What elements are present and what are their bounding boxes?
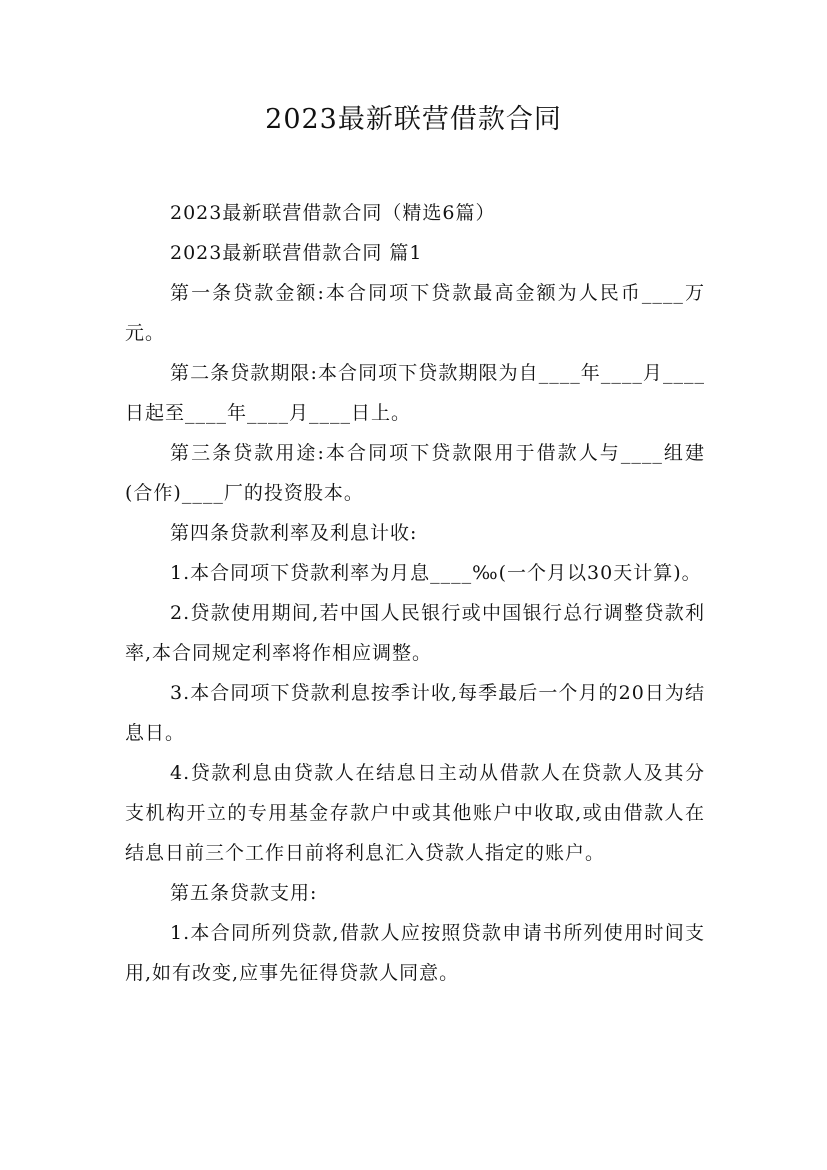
paragraph-clause-2: 第二条贷款期限:本合同项下贷款期限为自____年____月____日起至____年____月____日上。 <box>125 362 705 424</box>
paragraph-clause-4: 第四条贷款利率及利息计收: <box>170 522 418 544</box>
paragraph-clause-1: 第一条贷款金额:本合同项下贷款最高金额为人民币____万元。 <box>125 282 705 344</box>
paragraph-collection-heading: 2023最新联营借款合同（精选6篇） <box>170 202 496 224</box>
paragraph-clause-3: 第三条贷款用途:本合同项下贷款限用于借款人与____组建(合作)____厂的投资股本。 <box>125 442 705 504</box>
paragraph-clause-4-item-3: 3.本合同项下贷款利息按季计收,每季最后一个月的20日为结息日。 <box>125 682 705 744</box>
paragraph-clause-4-item-2: 2.贷款使用期间,若中国人民银行或中国银行总行调整贷款利率,本合同规定利率将作相应调整。 <box>125 602 705 664</box>
document-body <box>125 193 705 993</box>
paragraph-article-heading: 2023最新联营借款合同 篇1 <box>170 242 423 264</box>
document-title: 2023最新联营借款合同 <box>265 104 562 135</box>
paragraph-clause-5: 第五条贷款支用: <box>170 882 318 904</box>
paragraph-clause-5-item-1: 1.本合同所列贷款,借款人应按照贷款申请书所列使用时间支用,如有改变,应事先征得贷款人同意。 <box>125 922 705 984</box>
paragraph-clause-4-item-4: 4.贷款利息由贷款人在结息日主动从借款人在贷款人及其分支机构开立的专用基金存款户中或其他账户中收取,或由借款人在结息日前三个工作日前将利息汇入贷款人指定的账户。 <box>125 762 705 864</box>
paragraph-clause-4-item-1: 1.本合同项下贷款利率为月息____‰(一个月以30天计算)。 <box>170 562 702 584</box>
